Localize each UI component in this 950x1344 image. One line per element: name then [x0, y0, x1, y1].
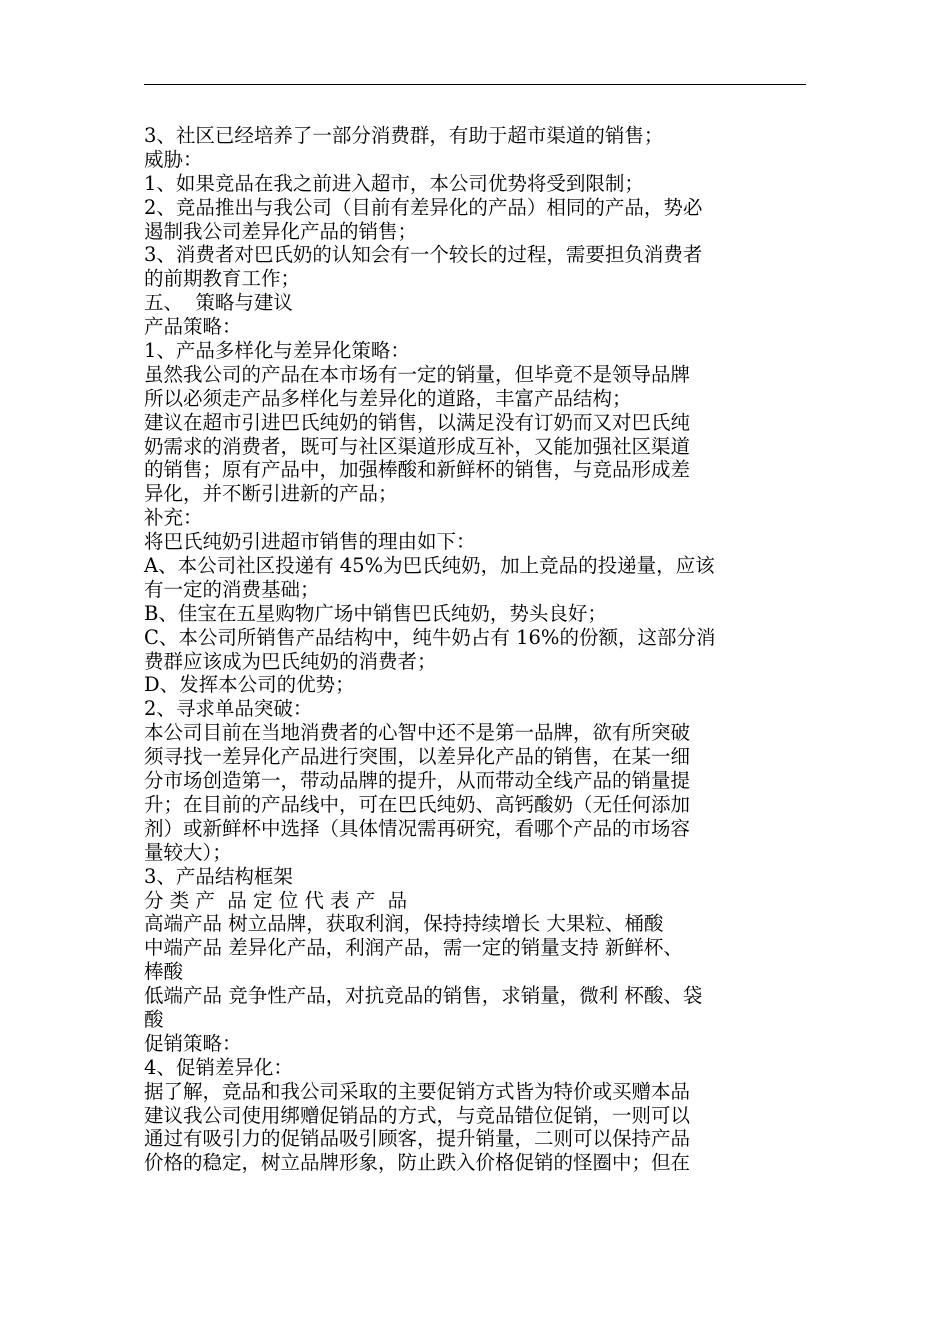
- text-line: 量较大）；: [144, 840, 232, 864]
- text-line: 费群应该成为巴氏纯奶的消费者；: [144, 649, 437, 673]
- text-line: 补充：: [144, 506, 203, 530]
- text-line: 威胁：: [144, 147, 203, 171]
- text-line: 建议我公司使用绑赠促销品的方式，与竞品错位促销，一则可以: [144, 1103, 691, 1127]
- text-line: 1、如果竞品在我之前进入超市，本公司优势将受到限制；: [144, 171, 644, 195]
- text-line: 2、寻求单品突破：: [144, 697, 313, 721]
- document-body: [144, 124, 812, 1175]
- text-line: 奶需求的消费者，既可与社区渠道形成互补，又能加强社区渠道: [144, 434, 691, 458]
- text-line: C、本公司所销售产品结构中，纯牛奶占有 16%的份额，这部分消: [144, 625, 716, 649]
- text-line: 通过有吸引力的促销品吸引顾客，提升销量，二则可以保持产品: [144, 1127, 691, 1151]
- section-heading: 五、 策略与建议: [144, 291, 293, 315]
- text-line: 产品策略：: [144, 315, 242, 339]
- text-line: D、发挥本公司的优势；: [144, 673, 355, 697]
- table-header-line: 分 类 产 品 定 位 代 表 产 品: [144, 888, 408, 912]
- text-line: 有一定的消费基础；: [144, 577, 320, 601]
- text-line: 3、产品结构框架: [144, 864, 293, 888]
- text-line: 须寻找一差异化产品进行突围，以差异化产品的销售，在某一细: [144, 745, 691, 769]
- text-line: 异化，并不断引进新的产品；: [144, 482, 398, 506]
- table-row-line: 中端产品 差异化产品，利润产品，需一定的销量支持 新鲜杯、: [144, 936, 683, 960]
- text-line: 本公司目前在当地消费者的心智中还不是第一品牌，欲有所突破: [144, 721, 691, 745]
- table-row-line: 酸: [144, 1007, 164, 1031]
- text-line: 4、促销差异化：: [144, 1055, 293, 1079]
- text-line: 虽然我公司的产品在本市场有一定的销量，但毕竟不是领导品牌: [144, 362, 691, 386]
- text-line: 建议在超市引进巴氏纯奶的销售，以满足没有订奶而又对巴氏纯: [144, 410, 691, 434]
- text-line: 将巴氏纯奶引进超市销售的理由如下：: [144, 530, 476, 554]
- text-line: 的销售；原有产品中，加强棒酸和新鲜杯的销售，与竞品形成差: [144, 458, 691, 482]
- text-line: A、本公司社区投递有 45%为巴氏纯奶，加上竞品的投递量，应该: [144, 554, 715, 578]
- text-line: 分市场创造第一，带动品牌的提升，从而带动全线产品的销量提: [144, 769, 691, 793]
- text-line: 2、竞品推出与我公司（目前有差异化的产品）相同的产品，势必: [144, 195, 703, 219]
- text-line: 所以必须走产品多样化与差异化的道路，丰富产品结构；: [144, 386, 632, 410]
- text-line: 升；在目前的产品线中，可在巴氏纯奶、高钙酸奶（无任何添加: [144, 792, 691, 816]
- text-line: 遏制我公司差异化产品的销售；: [144, 219, 418, 243]
- text-line: 1、产品多样化与差异化策略：: [144, 339, 410, 363]
- text-line: 价格的稳定，树立品牌形象，防止跌入价格促销的怪圈中；但在: [144, 1151, 691, 1175]
- text-line: 3、消费者对巴氏奶的认知会有一个较长的过程，需要担负消费者: [144, 243, 703, 267]
- text-line: 促销策略：: [144, 1031, 242, 1055]
- text-line: 据了解，竞品和我公司采取的主要促销方式皆为特价或买赠本品: [144, 1079, 691, 1103]
- text-line: 剂）或新鲜杯中选择（具体情况需再研究，看哪个产品的市场容: [144, 816, 691, 840]
- text-line: 的前期教育工作；: [144, 267, 301, 291]
- text-line: 3、社区已经培养了一部分消费群，有助于超市渠道的销售；: [144, 124, 664, 147]
- table-row-line: 低端产品 竞争性产品，对抗竞品的销售，求销量，微利 杯酸、袋: [144, 984, 703, 1008]
- table-row-line: 棒酸: [144, 960, 184, 984]
- header-rule: [144, 84, 806, 85]
- text-line: B、佳宝在五星购物广场中销售巴氏纯奶，势头良好；: [144, 601, 607, 625]
- table-row-line: 高端产品 树立品牌，获取利润，保持持续增长 大果粒、桶酸: [144, 912, 664, 936]
